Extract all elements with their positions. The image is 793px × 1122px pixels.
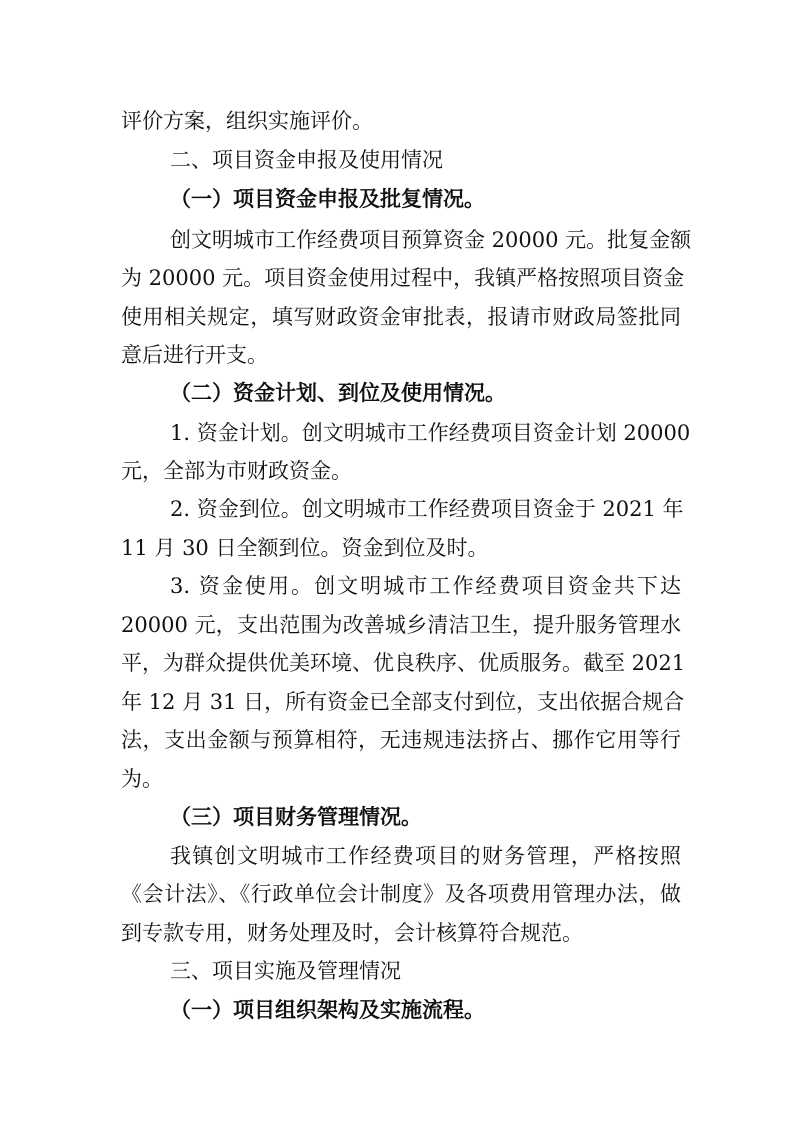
subsection-heading: （三）项目财务管理情况。: [170, 805, 422, 829]
body-text-line: 3. 资金使用。创文明城市工作经费项目资金共下达: [170, 574, 681, 598]
body-text-line: 为。: [121, 767, 163, 791]
body-text-line: 元，全部为市财政资金。: [121, 459, 352, 483]
body-text-line: 为 20000 元。项目资金使用过程中，我镇严格按照项目资金: [121, 266, 685, 290]
body-text-line: 平，为群众提供优美环境、优良秩序、优质服务。截至 2021: [121, 651, 686, 675]
body-text-line: 意后进行开支。: [121, 343, 268, 367]
body-text-line: 1. 资金计划。创文明城市工作经费项目资金计划 20000: [170, 421, 691, 445]
body-text-line: 11 月 30 日全额到位。资金到位及时。: [121, 536, 489, 560]
body-text-line: 我镇创文明城市工作经费项目的财务管理，严格按照: [170, 844, 681, 868]
body-text-line: 2. 资金到位。创文明城市工作经费项目资金于 2021 年: [170, 497, 684, 521]
body-text-line: 法，支出金额与预算相符，无违规违法挤占、挪作它用等行: [121, 728, 681, 752]
body-text-line: 创文明城市工作经费项目预算资金 20000 元。批复金额: [170, 228, 692, 252]
subsection-heading: （二）资金计划、到位及使用情况。: [170, 381, 506, 405]
subsection-heading: （一）项目组织架构及实施流程。: [170, 998, 485, 1022]
body-text-line: 20000 元，支出范围为改善城乡清洁卫生，提升服务管理水: [121, 613, 681, 637]
subsection-heading: （一）项目资金申报及批复情况。: [170, 187, 485, 211]
section-heading: 三、项目实施及管理情况: [170, 959, 401, 983]
section-heading: 二、项目资金申报及使用情况: [170, 148, 443, 172]
body-text-line: 到专款专用，财务处理及时，会计核算符合规范。: [121, 921, 583, 945]
body-text-line: 年 12 月 31 日，所有资金已全部支付到位，支出依据合规合: [121, 690, 685, 714]
body-text-line: 《会计法》、《行政单位会计制度》及各项费用管理办法，做: [121, 882, 681, 906]
body-text-line: 评价方案，组织实施评价。: [121, 109, 373, 133]
body-text-line: 使用相关规定，填写财政资金审批表，报请市财政局签批同: [121, 305, 681, 329]
